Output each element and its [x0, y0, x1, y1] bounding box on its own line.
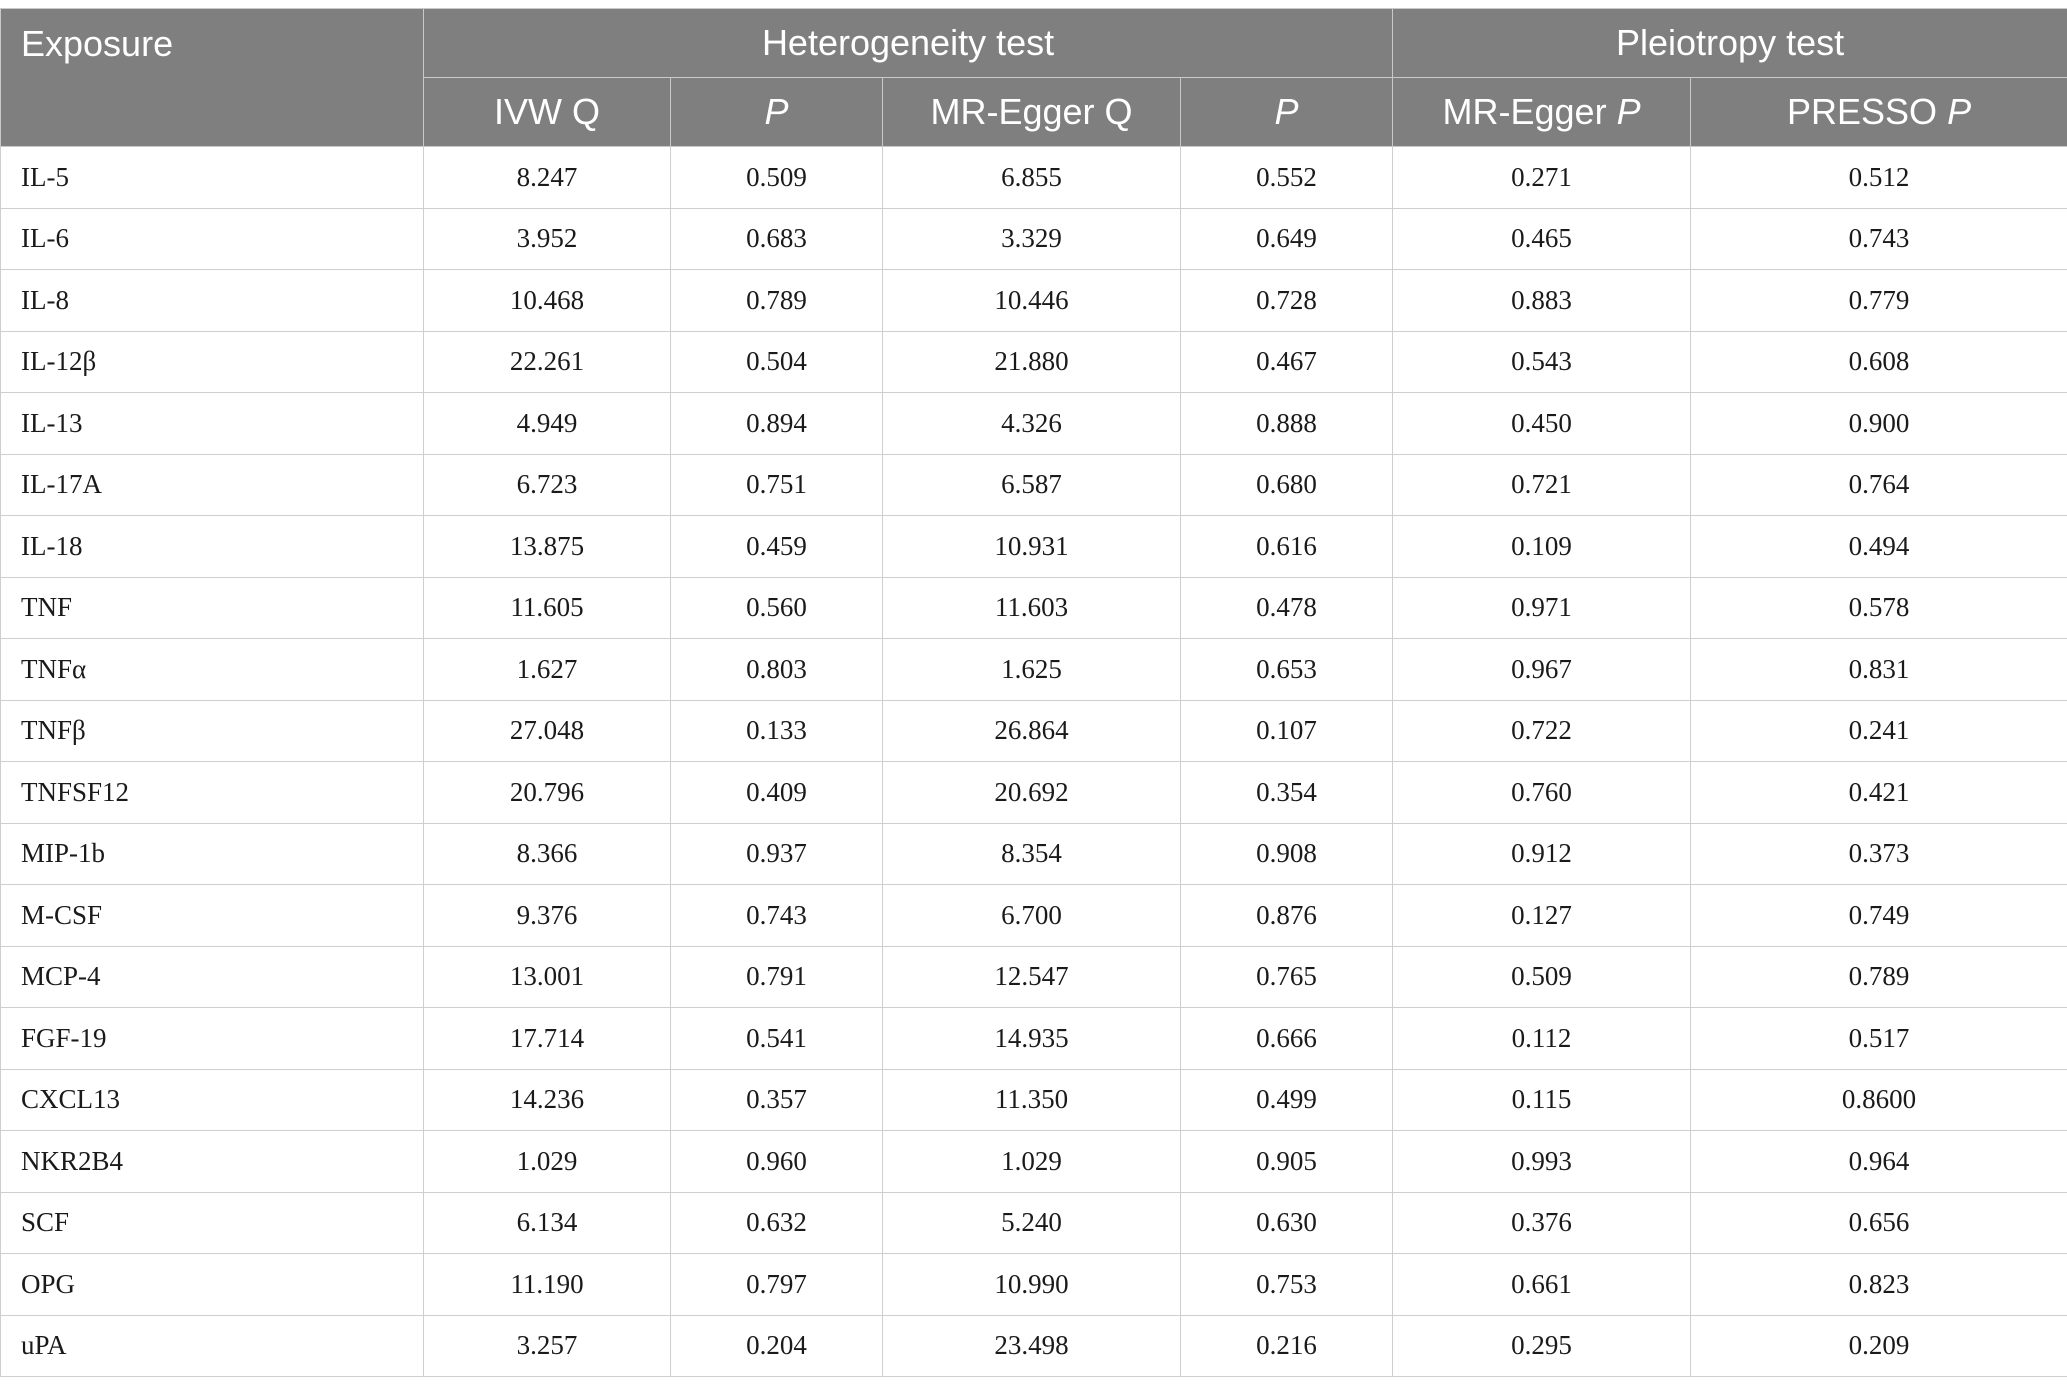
cell-exposure: TNFα — [1, 639, 424, 701]
cell-mr-egger-p: 0.760 — [1393, 762, 1691, 824]
cell-presso-p: 0.779 — [1691, 270, 2067, 332]
cell-p-ivw: 0.541 — [671, 1008, 883, 1070]
cell-ivw-q: 22.261 — [424, 331, 671, 393]
cell-mr-egger-q: 5.240 — [883, 1192, 1181, 1254]
cell-p-egger: 0.728 — [1181, 270, 1393, 332]
table-row — [1, 147, 2067, 209]
cell-p-egger: 0.753 — [1181, 1254, 1393, 1316]
cell-ivw-q: 17.714 — [424, 1008, 671, 1070]
header-pleiotropy-test: Pleiotropy test — [1393, 9, 2067, 78]
cell-p-egger: 0.616 — [1181, 516, 1393, 578]
cell-p-ivw: 0.632 — [671, 1192, 883, 1254]
cell-p-egger: 0.653 — [1181, 639, 1393, 701]
header-mr-egger-p-prefix: MR-Egger — [1442, 91, 1617, 132]
cell-mr-egger-p: 0.376 — [1393, 1192, 1691, 1254]
cell-mr-egger-p: 0.115 — [1393, 1069, 1691, 1131]
cell-mr-egger-p: 0.971 — [1393, 577, 1691, 639]
header-presso-p-prefix: PRESSO — [1787, 91, 1948, 132]
cell-ivw-q: 14.236 — [424, 1069, 671, 1131]
cell-p-ivw: 0.937 — [671, 823, 883, 885]
cell-p-ivw: 0.204 — [671, 1315, 883, 1377]
results-table-container — [0, 8, 2067, 1377]
table-row — [1, 577, 2067, 639]
cell-ivw-q: 1.627 — [424, 639, 671, 701]
table-row — [1, 700, 2067, 762]
cell-mr-egger-q: 6.587 — [883, 454, 1181, 516]
cell-mr-egger-p: 0.993 — [1393, 1131, 1691, 1193]
cell-mr-egger-q: 1.029 — [883, 1131, 1181, 1193]
cell-presso-p: 0.512 — [1691, 147, 2067, 209]
header-p-egger — [1181, 78, 1393, 147]
cell-mr-egger-q: 6.855 — [883, 147, 1181, 209]
cell-ivw-q: 10.468 — [424, 270, 671, 332]
cell-p-ivw: 0.789 — [671, 270, 883, 332]
cell-presso-p: 0.831 — [1691, 639, 2067, 701]
header-p-ivw — [671, 78, 883, 147]
cell-exposure: IL-5 — [1, 147, 424, 209]
cell-exposure: CXCL13 — [1, 1069, 424, 1131]
header-exposure: Exposure — [1, 9, 424, 147]
cell-exposure: FGF-19 — [1, 1008, 424, 1070]
cell-mr-egger-p: 0.661 — [1393, 1254, 1691, 1316]
cell-exposure: MIP-1b — [1, 823, 424, 885]
table-row — [1, 885, 2067, 947]
cell-p-egger: 0.765 — [1181, 946, 1393, 1008]
cell-mr-egger-p: 0.295 — [1393, 1315, 1691, 1377]
table-body — [1, 147, 2067, 1377]
cell-mr-egger-q: 10.990 — [883, 1254, 1181, 1316]
cell-presso-p: 0.900 — [1691, 393, 2067, 455]
cell-mr-egger-q: 6.700 — [883, 885, 1181, 947]
cell-ivw-q: 4.949 — [424, 393, 671, 455]
cell-p-egger: 0.107 — [1181, 700, 1393, 762]
header-p-ivw-text: P — [764, 91, 789, 132]
table-row — [1, 270, 2067, 332]
table-row — [1, 946, 2067, 1008]
cell-p-ivw: 0.743 — [671, 885, 883, 947]
cell-mr-egger-q: 21.880 — [883, 331, 1181, 393]
cell-mr-egger-p: 0.127 — [1393, 885, 1691, 947]
cell-p-ivw: 0.960 — [671, 1131, 883, 1193]
cell-presso-p: 0.823 — [1691, 1254, 2067, 1316]
cell-exposure: TNF — [1, 577, 424, 639]
cell-ivw-q: 20.796 — [424, 762, 671, 824]
cell-presso-p: 0.743 — [1691, 208, 2067, 270]
cell-exposure: uPA — [1, 1315, 424, 1377]
cell-mr-egger-q: 8.354 — [883, 823, 1181, 885]
table-row — [1, 762, 2067, 824]
header-p-egger-text: P — [1274, 91, 1299, 132]
cell-p-egger: 0.680 — [1181, 454, 1393, 516]
cell-ivw-q: 9.376 — [424, 885, 671, 947]
cell-mr-egger-p: 0.543 — [1393, 331, 1691, 393]
cell-ivw-q: 3.952 — [424, 208, 671, 270]
cell-p-egger: 0.888 — [1181, 393, 1393, 455]
cell-p-ivw: 0.751 — [671, 454, 883, 516]
cell-mr-egger-q: 26.864 — [883, 700, 1181, 762]
cell-p-egger: 0.467 — [1181, 331, 1393, 393]
cell-mr-egger-p: 0.509 — [1393, 946, 1691, 1008]
header-mr-egger-p-italic: P — [1616, 91, 1641, 132]
table-row — [1, 639, 2067, 701]
cell-mr-egger-p: 0.465 — [1393, 208, 1691, 270]
cell-p-egger: 0.216 — [1181, 1315, 1393, 1377]
cell-presso-p: 0.494 — [1691, 516, 2067, 578]
cell-exposure: SCF — [1, 1192, 424, 1254]
table-row — [1, 393, 2067, 455]
cell-presso-p: 0.964 — [1691, 1131, 2067, 1193]
cell-p-ivw: 0.409 — [671, 762, 883, 824]
cell-ivw-q: 8.247 — [424, 147, 671, 209]
cell-mr-egger-q: 3.329 — [883, 208, 1181, 270]
cell-p-ivw: 0.133 — [671, 700, 883, 762]
cell-p-egger: 0.666 — [1181, 1008, 1393, 1070]
table-row — [1, 1254, 2067, 1316]
cell-presso-p: 0.8600 — [1691, 1069, 2067, 1131]
cell-ivw-q: 13.001 — [424, 946, 671, 1008]
header-mr-egger-q: MR-Egger Q — [883, 78, 1181, 147]
cell-presso-p: 0.608 — [1691, 331, 2067, 393]
cell-exposure: IL-17A — [1, 454, 424, 516]
header-ivw-q: IVW Q — [424, 78, 671, 147]
table-row — [1, 1192, 2067, 1254]
cell-presso-p: 0.656 — [1691, 1192, 2067, 1254]
cell-mr-egger-q: 20.692 — [883, 762, 1181, 824]
table-row — [1, 454, 2067, 516]
cell-ivw-q: 13.875 — [424, 516, 671, 578]
cell-p-egger: 0.478 — [1181, 577, 1393, 639]
cell-p-egger: 0.649 — [1181, 208, 1393, 270]
cell-p-ivw: 0.509 — [671, 147, 883, 209]
cell-p-egger: 0.630 — [1181, 1192, 1393, 1254]
cell-mr-egger-p: 0.883 — [1393, 270, 1691, 332]
table-header — [1, 9, 2067, 147]
header-mr-egger-p — [1393, 78, 1691, 147]
cell-p-ivw: 0.683 — [671, 208, 883, 270]
cell-p-ivw: 0.791 — [671, 946, 883, 1008]
cell-exposure: IL-6 — [1, 208, 424, 270]
table-row — [1, 331, 2067, 393]
cell-p-egger: 0.354 — [1181, 762, 1393, 824]
cell-mr-egger-p: 0.271 — [1393, 147, 1691, 209]
table-row — [1, 823, 2067, 885]
header-row-groups — [1, 9, 2067, 78]
cell-mr-egger-q: 14.935 — [883, 1008, 1181, 1070]
cell-presso-p: 0.373 — [1691, 823, 2067, 885]
cell-p-ivw: 0.560 — [671, 577, 883, 639]
cell-p-egger: 0.876 — [1181, 885, 1393, 947]
cell-ivw-q: 11.605 — [424, 577, 671, 639]
cell-p-ivw: 0.504 — [671, 331, 883, 393]
cell-p-egger: 0.905 — [1181, 1131, 1393, 1193]
cell-presso-p: 0.789 — [1691, 946, 2067, 1008]
cell-mr-egger-p: 0.112 — [1393, 1008, 1691, 1070]
cell-p-ivw: 0.803 — [671, 639, 883, 701]
cell-presso-p: 0.517 — [1691, 1008, 2067, 1070]
table-row — [1, 208, 2067, 270]
cell-mr-egger-q: 4.326 — [883, 393, 1181, 455]
cell-p-egger: 0.499 — [1181, 1069, 1393, 1131]
cell-presso-p: 0.209 — [1691, 1315, 2067, 1377]
header-presso-p — [1691, 78, 2067, 147]
cell-mr-egger-q: 11.350 — [883, 1069, 1181, 1131]
cell-exposure: IL-18 — [1, 516, 424, 578]
cell-p-egger: 0.552 — [1181, 147, 1393, 209]
cell-mr-egger-q: 12.547 — [883, 946, 1181, 1008]
cell-mr-egger-p: 0.721 — [1393, 454, 1691, 516]
cell-mr-egger-p: 0.722 — [1393, 700, 1691, 762]
cell-mr-egger-p: 0.450 — [1393, 393, 1691, 455]
cell-mr-egger-q: 10.446 — [883, 270, 1181, 332]
cell-mr-egger-p: 0.109 — [1393, 516, 1691, 578]
cell-ivw-q: 27.048 — [424, 700, 671, 762]
cell-presso-p: 0.578 — [1691, 577, 2067, 639]
cell-exposure: IL-12β — [1, 331, 424, 393]
table-row — [1, 516, 2067, 578]
cell-presso-p: 0.764 — [1691, 454, 2067, 516]
cell-mr-egger-p: 0.912 — [1393, 823, 1691, 885]
cell-p-egger: 0.908 — [1181, 823, 1393, 885]
cell-p-ivw: 0.797 — [671, 1254, 883, 1316]
sensitivity-analysis-table — [0, 8, 2067, 1377]
cell-p-ivw: 0.459 — [671, 516, 883, 578]
cell-exposure: TNFSF12 — [1, 762, 424, 824]
table-row — [1, 1131, 2067, 1193]
cell-mr-egger-q: 1.625 — [883, 639, 1181, 701]
cell-exposure: NKR2B4 — [1, 1131, 424, 1193]
cell-presso-p: 0.241 — [1691, 700, 2067, 762]
cell-exposure: TNFβ — [1, 700, 424, 762]
cell-ivw-q: 8.366 — [424, 823, 671, 885]
cell-ivw-q: 11.190 — [424, 1254, 671, 1316]
cell-presso-p: 0.749 — [1691, 885, 2067, 947]
header-heterogeneity-test: Heterogeneity test — [424, 9, 1393, 78]
cell-ivw-q: 1.029 — [424, 1131, 671, 1193]
cell-presso-p: 0.421 — [1691, 762, 2067, 824]
cell-mr-egger-q: 10.931 — [883, 516, 1181, 578]
table-row — [1, 1008, 2067, 1070]
cell-exposure: M-CSF — [1, 885, 424, 947]
cell-ivw-q: 6.723 — [424, 454, 671, 516]
cell-exposure: MCP-4 — [1, 946, 424, 1008]
cell-exposure: IL-13 — [1, 393, 424, 455]
cell-mr-egger-q: 23.498 — [883, 1315, 1181, 1377]
table-row — [1, 1069, 2067, 1131]
cell-exposure: IL-8 — [1, 270, 424, 332]
header-presso-p-italic: P — [1947, 91, 1972, 132]
cell-mr-egger-p: 0.967 — [1393, 639, 1691, 701]
cell-exposure: OPG — [1, 1254, 424, 1316]
cell-p-ivw: 0.357 — [671, 1069, 883, 1131]
cell-mr-egger-q: 11.603 — [883, 577, 1181, 639]
cell-ivw-q: 6.134 — [424, 1192, 671, 1254]
cell-ivw-q: 3.257 — [424, 1315, 671, 1377]
table-row — [1, 1315, 2067, 1377]
cell-p-ivw: 0.894 — [671, 393, 883, 455]
